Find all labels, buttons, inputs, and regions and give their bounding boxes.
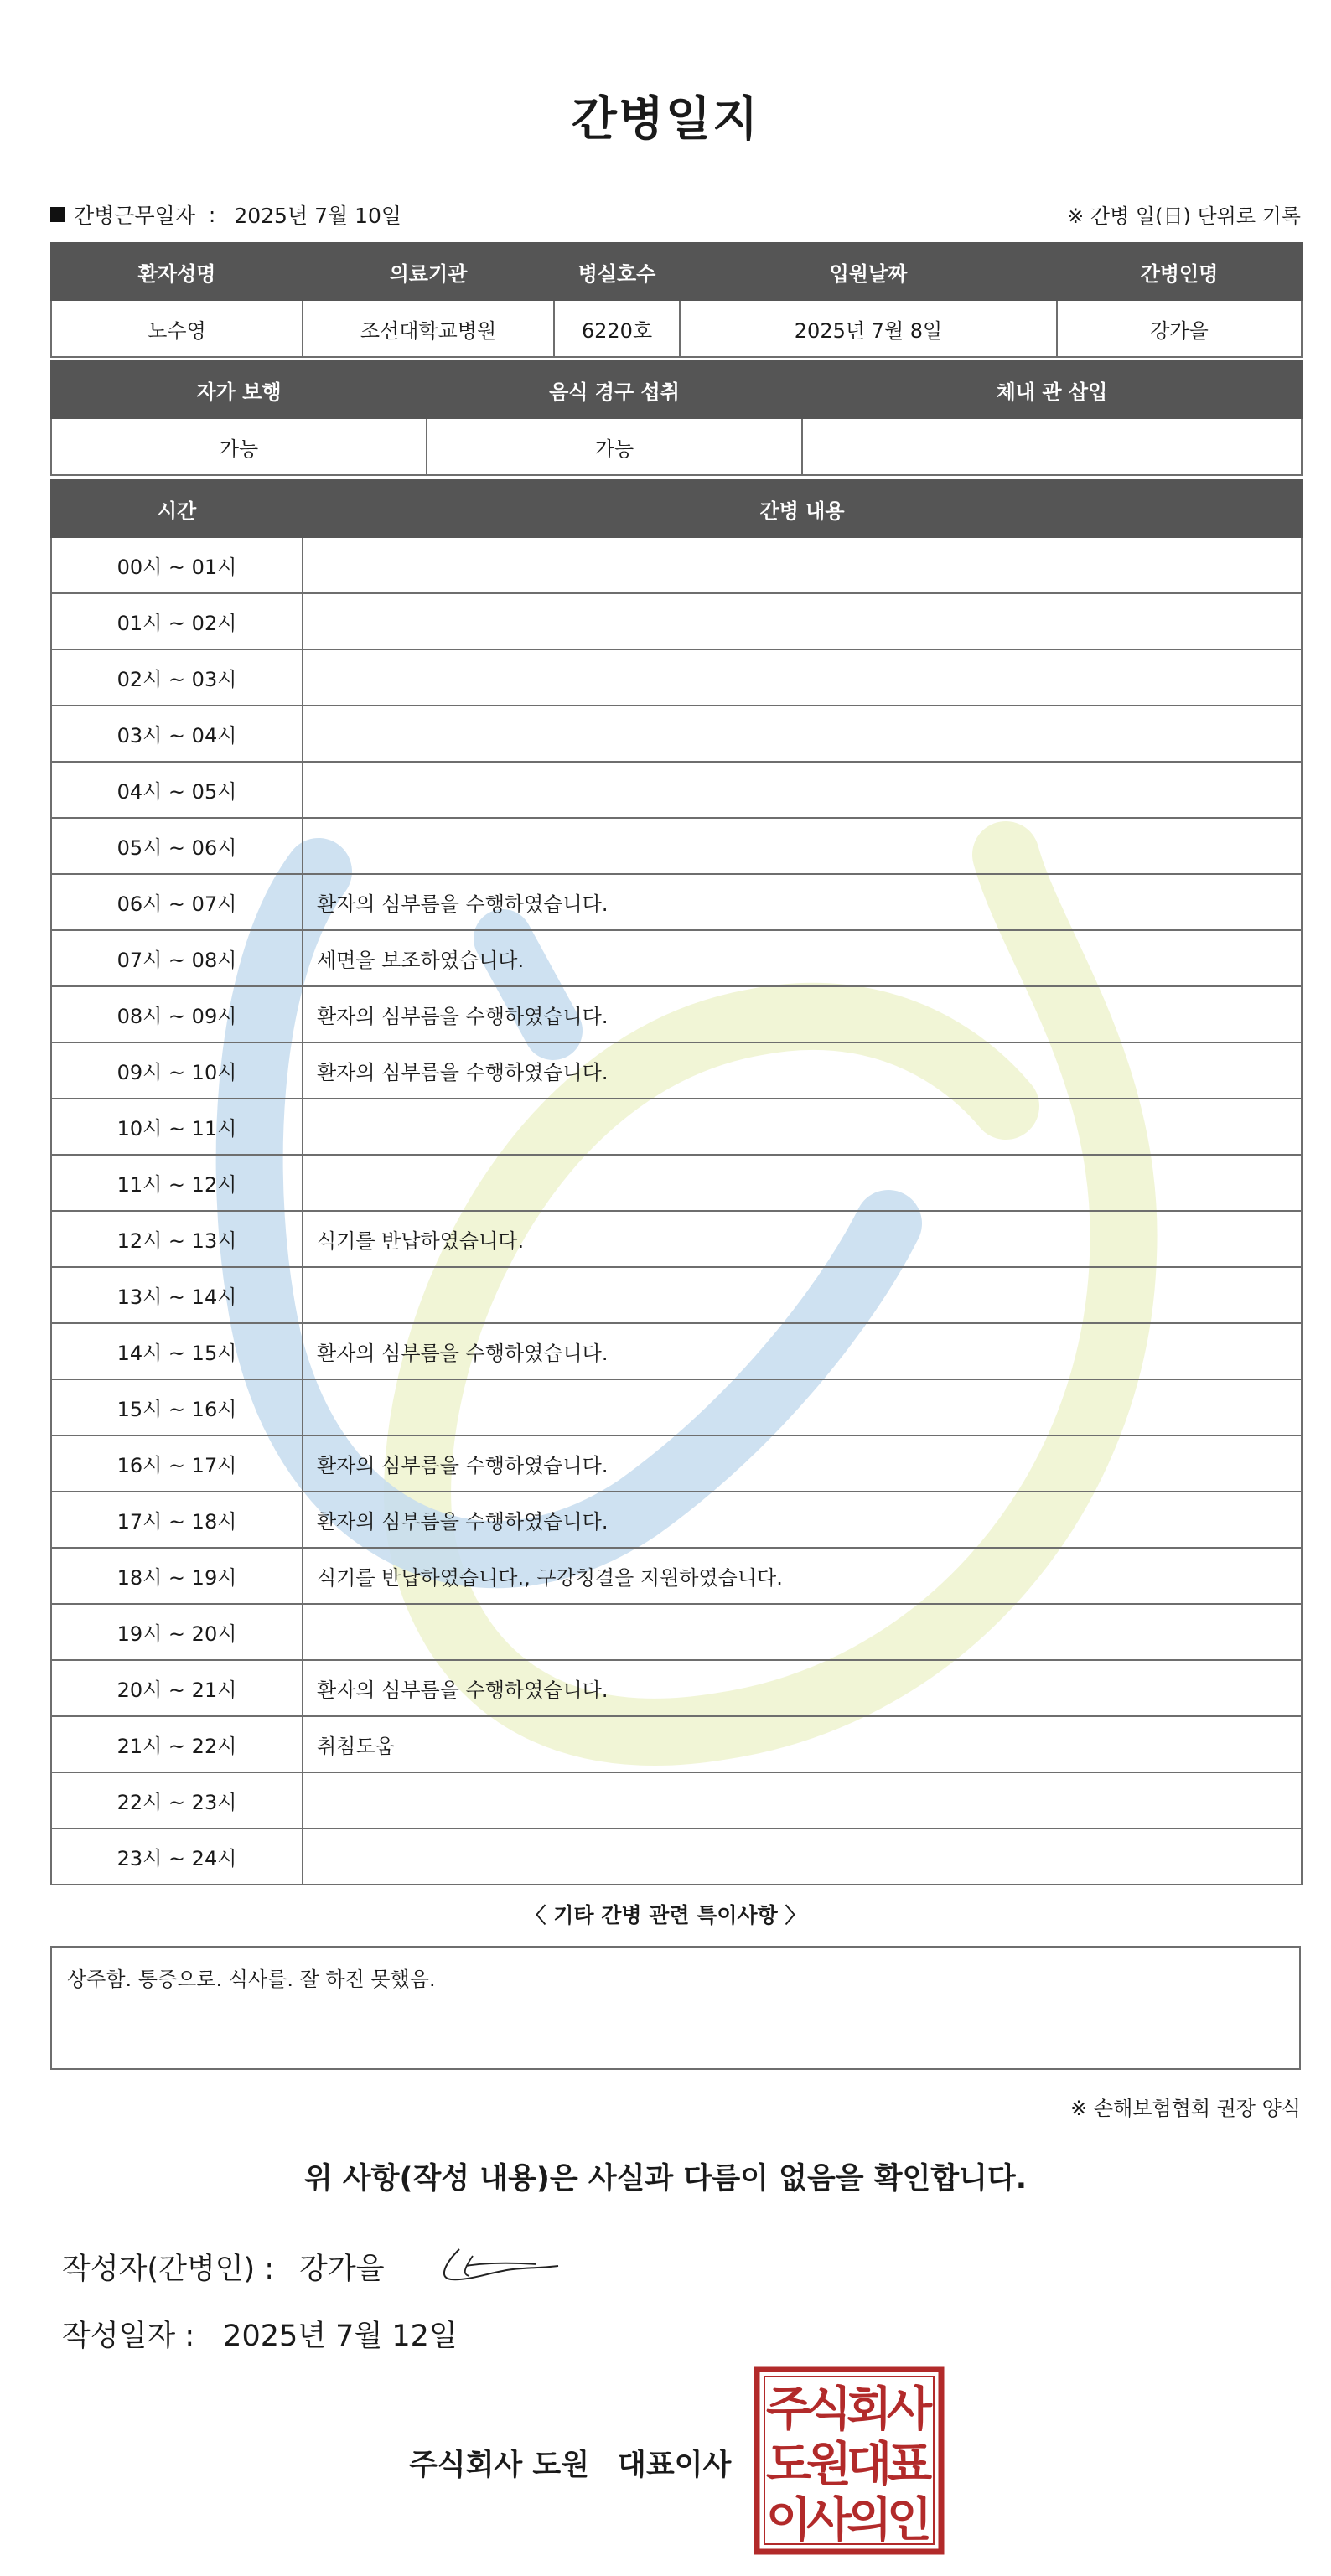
document-title: 간병일지 [571,92,760,147]
log-note [303,649,1302,706]
log-note: 식기를 반납하였습니다. [303,1211,1302,1267]
log-time: 05시 ~ 06시 [51,818,303,874]
log-time: 21시 ~ 22시 [51,1716,303,1772]
log-header-row [51,480,1302,537]
log-row [51,1323,1302,1379]
log-note: 취침도움 [303,1716,1302,1772]
log-note [303,593,1302,649]
seal-character: 사 [805,2493,852,2548]
log-time: 07시 ~ 08시 [51,930,303,986]
meta-row [50,199,1301,230]
patient-value-row [51,300,1302,357]
log-time: 22시 ~ 23시 [51,1772,303,1829]
hospital-name: 조선대학교병원 [303,300,554,357]
patient-name: 노수영 [51,300,303,357]
work-date-label: 간병근무일자 [74,204,195,228]
room-number: 6220호 [554,300,680,357]
header-tube-insertion: 체내 관 삽입 [802,361,1302,418]
log-time: 03시 ~ 04시 [51,706,303,762]
log-note: 환자의 심부름을 수행하였습니다. [303,1435,1302,1492]
signature-image [436,2237,562,2288]
log-note: 환자의 심부름을 수행하였습니다. [303,874,1302,930]
seal-character: 의 [846,2493,893,2548]
log-time: 23시 ~ 24시 [51,1829,303,1885]
log-time: 15시 ~ 16시 [51,1379,303,1435]
seal-character: 주 [765,2382,812,2437]
log-time: 06시 ~ 07시 [51,874,303,930]
log-note [303,1604,1302,1660]
log-note: 식기를 반납하였습니다., 구강청결을 지원하였습니다. [303,1548,1302,1604]
log-note [303,706,1302,762]
writer-line [62,2246,385,2288]
log-note: 환자의 심부름을 수행하였습니다. [303,1042,1302,1099]
log-row [51,649,1302,706]
log-time: 20시 ~ 21시 [51,1660,303,1716]
status-header-row [51,361,1302,418]
special-notes-box: 상주함. 통증으로. 식사를. 잘 하진 못했음. [50,1946,1301,2070]
log-note [303,818,1302,874]
company-name: 주식회사 도원 [409,2449,590,2482]
log-time: 08시 ~ 09시 [51,986,303,1042]
log-row [51,1155,1302,1211]
log-time: 02시 ~ 03시 [51,649,303,706]
work-date-colon: : [208,202,216,227]
confirmation-statement: 위 사항(작성 내용)은 사실과 다름이 없음을 확인합니다. [303,2162,1028,2196]
log-time: 16시 ~ 17시 [51,1435,303,1492]
work-date-value: 2025년 7월 10일 [234,204,402,228]
log-row [51,874,1302,930]
writer-label: 작성자(간병인) : [62,2253,275,2286]
log-row [51,1379,1302,1435]
log-note: 환자의 심부름을 수행하였습니다. [303,1323,1302,1379]
log-row [51,1211,1302,1267]
log-time: 19시 ~ 20시 [51,1604,303,1660]
log-time: 10시 ~ 11시 [51,1099,303,1155]
seal-character: 원 [805,2438,852,2492]
log-row [51,593,1302,649]
seal-character: 회 [846,2382,893,2437]
seal-character: 인 [886,2493,933,2548]
company-rep-title: 대표이사 [618,2449,732,2482]
writer-name: 강가을 [299,2253,385,2286]
log-row [51,1492,1302,1548]
seal-character: 이 [765,2493,812,2548]
log-note: 환자의 심부름을 수행하였습니다. [303,1492,1302,1548]
header-patient-name: 환자성명 [51,243,303,300]
log-note: 환자의 심부름을 수행하였습니다. [303,986,1302,1042]
log-time: 12시 ~ 13시 [51,1211,303,1267]
seal-character: 표 [886,2438,933,2492]
log-time: 14시 ~ 15시 [51,1323,303,1379]
caregiver-name: 강가을 [1057,300,1302,357]
special-notes-title: 〈 기타 간병 관련 특이사항 〉 [525,1903,806,1927]
log-row [51,1716,1302,1772]
header-hospital: 의료기관 [303,243,554,300]
status-value-row [51,418,1302,475]
log-row [51,1772,1302,1829]
log-row [51,930,1302,986]
log-note [303,1267,1302,1323]
oral-intake-value: 가능 [427,418,802,475]
form-source-note: ※ 손해보험협회 권장 양식 [1070,2097,1301,2120]
work-date-group [50,199,401,230]
header-admission-date: 입원날짜 [680,243,1057,300]
log-note [303,1829,1302,1885]
log-time: 00시 ~ 01시 [51,537,303,593]
seal-character: 식 [805,2382,852,2437]
patient-status-table [50,360,1303,476]
log-time: 09시 ~ 10시 [51,1042,303,1099]
written-date-value: 2025년 7월 12일 [223,2320,458,2353]
header-self-walking: 자가 보행 [51,361,427,418]
seal-character: 대 [846,2438,893,2492]
log-time: 13시 ~ 14시 [51,1267,303,1323]
log-row [51,986,1302,1042]
log-note [303,1379,1302,1435]
log-note [303,537,1302,593]
header-caregiver-name: 간병인명 [1057,243,1302,300]
log-note [303,1772,1302,1829]
log-row [51,1548,1302,1604]
unit-note: ※ 간병 일(日) 단위로 기록 [1067,204,1301,228]
log-note [303,1155,1302,1211]
log-row [51,706,1302,762]
header-oral-intake: 음식 경구 섭취 [427,361,802,418]
seal-character: 사 [886,2382,933,2437]
log-note [303,1099,1302,1155]
tube-insertion-value [802,418,1302,475]
log-row [51,1042,1302,1099]
company-line [409,2442,731,2484]
care-log-table [50,479,1303,1885]
written-date-label: 작성일자 : [62,2320,195,2353]
log-time: 11시 ~ 12시 [51,1155,303,1211]
patient-header-row [51,243,1302,300]
log-body [51,537,1302,1885]
log-row [51,1660,1302,1716]
log-time: 01시 ~ 02시 [51,593,303,649]
log-row [51,537,1302,593]
log-row [51,818,1302,874]
log-note: 세면을 보조하였습니다. [303,930,1302,986]
patient-info-table [50,242,1303,358]
log-row [51,1267,1302,1323]
log-row [51,762,1302,818]
log-time: 18시 ~ 19시 [51,1548,303,1604]
log-row [51,1604,1302,1660]
self-walking-value: 가능 [51,418,427,475]
admission-date: 2025년 7월 8일 [680,300,1057,357]
header-room: 병실호수 [554,243,680,300]
log-row [51,1829,1302,1885]
log-row [51,1099,1302,1155]
log-time: 17시 ~ 18시 [51,1492,303,1548]
log-time: 04시 ~ 05시 [51,762,303,818]
log-note [303,762,1302,818]
company-seal-stamp [753,2365,945,2556]
log-note: 환자의 심부름을 수행하였습니다. [303,1660,1302,1716]
square-bullet-icon [50,207,65,222]
log-row [51,1435,1302,1492]
written-date-line [62,2313,458,2355]
header-time: 시간 [51,480,303,537]
seal-character: 도 [765,2438,812,2492]
header-care-content: 간병 내용 [303,480,1302,537]
